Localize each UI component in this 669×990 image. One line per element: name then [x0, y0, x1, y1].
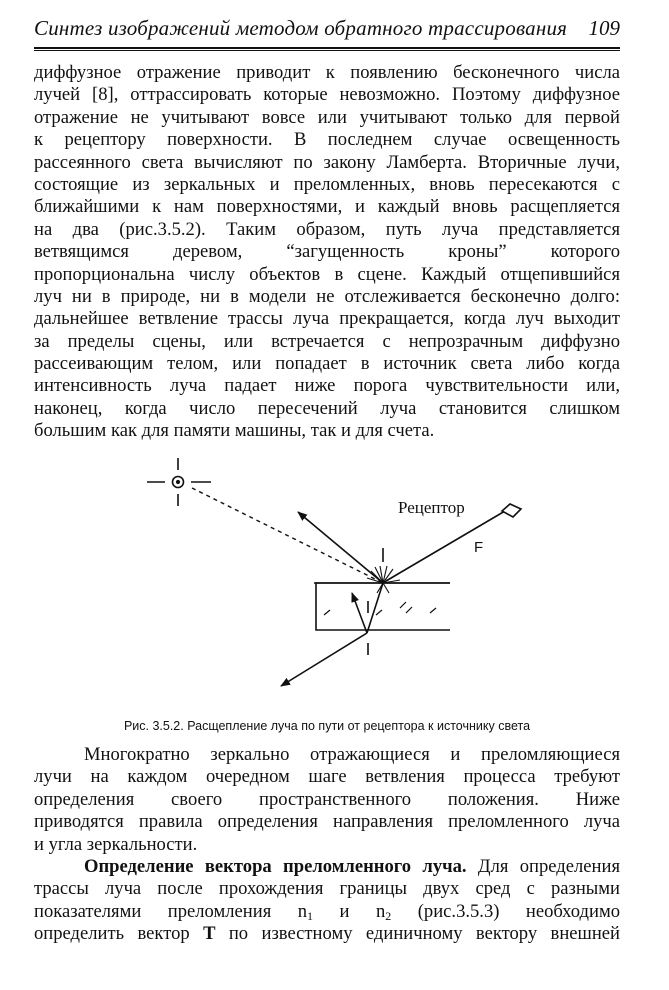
text-line: наконец, когда число пересечений луча становится слишком: [34, 397, 620, 419]
text-line: состоящие из зеркальных и преломленных, вновь пересекаются с: [34, 173, 620, 195]
text-fragment: по известному единичному вектору внешней: [215, 923, 620, 945]
text-line: лучей [8], оттрассировать которые невозможно. Поэтому диффузное: [34, 84, 620, 106]
ray-paths: [281, 511, 505, 686]
text-line: дальнейшее ветвление трассы луча прекращается, когда луч выходит: [34, 308, 620, 330]
shadow-ray-line: [192, 488, 383, 583]
surface-normals: [368, 548, 383, 655]
subscript: 1: [307, 908, 314, 923]
internal-reflected-ray: [352, 593, 367, 633]
section-heading: Определение вектора преломленного луча.: [84, 856, 467, 877]
light-source-icon: [147, 458, 211, 506]
text-line: [34, 856, 620, 878]
text-line: приводятся правила определения направления преломленного луча: [34, 811, 620, 833]
text-line: [34, 901, 620, 923]
exit-ray: [281, 633, 367, 686]
vector-symbol: T: [203, 923, 216, 945]
header-rule: [34, 47, 620, 51]
surface-block: [314, 583, 450, 630]
page-header: [34, 14, 620, 44]
paragraph-1: [34, 62, 620, 443]
text-line: луч ни в природе, ни в модели не отслеживается бесконечно долго:: [34, 285, 620, 307]
text-line: и угла зеркальности.: [34, 833, 198, 855]
receptor-label: Рецептор: [398, 498, 465, 517]
hit-point-burst: [367, 566, 400, 593]
text-line: отражение не учитывают вовсе или учитывают только для первой: [34, 106, 620, 128]
text-line: интенсивность луча падает ниже порога чувствительности или,: [34, 375, 620, 397]
primary-ray: [386, 511, 505, 581]
figure-caption: Рис. 3.5.2. Расщепление луча по пути от рецептора к источнику света: [123, 719, 531, 733]
text-fragment: показателями преломления n: [34, 900, 308, 922]
text-line: на два (рис.3.5.2). Таким образом, путь луча представляется: [34, 218, 620, 240]
text-line: определения своего пространственного положения. Ниже: [34, 788, 620, 810]
text-fragment: (рис.3.5.3) необходимо: [391, 900, 621, 922]
reflected-ray: [298, 512, 383, 583]
text-line: большим как для памяти машины, так и для счета.: [34, 420, 435, 442]
text-fragment: Для определения: [477, 856, 621, 877]
text-line: за пределы сцены, или встречается с непрозрачным диффузно: [34, 330, 620, 352]
paragraph-3: [34, 856, 620, 946]
text-line: диффузное отражение приводит к появлению бесконечного числа: [34, 62, 620, 83]
paragraph-2: [34, 744, 620, 856]
text-line: лучи на каждом очередном шаге ветвления процесса требуют: [34, 766, 620, 788]
text-line: к рецептору поверхности. В последнем случае освещенность: [34, 129, 620, 151]
text-fragment: и n: [313, 900, 386, 922]
text-line: Многократно зеркально отражающиеся и преломляющиеся: [84, 744, 620, 765]
running-title: Синтез изображений методом обратного трассирования: [34, 16, 568, 40]
text-line: рассеивающим телом, или попадает в источник света либо когда: [34, 353, 620, 375]
ray-splitting-figure: [130, 455, 540, 700]
text-line: пропорциональна числу объектов в сцене. Каждый отщепившийся: [34, 263, 620, 285]
text-line: трассы луча после прохождения границы двух сред с разными: [34, 878, 620, 900]
text-line: ближайшими к нам поверхностями, и каждый вновь расщепляется: [34, 196, 620, 218]
subscript: 2: [385, 908, 392, 923]
refracted-ray: [367, 583, 383, 633]
receptor-icon: [502, 504, 521, 517]
page-number: 109: [588, 16, 620, 40]
text-fragment: определить вектор: [34, 923, 204, 945]
text-line: [34, 923, 620, 945]
text-line: рассеянного света вычисляют по закону Ламберта. Вторичные лучи,: [34, 151, 620, 173]
f-label: F: [474, 539, 484, 556]
text-line: ветвящимся деревом, “загущенность кроны” которого: [34, 241, 620, 263]
